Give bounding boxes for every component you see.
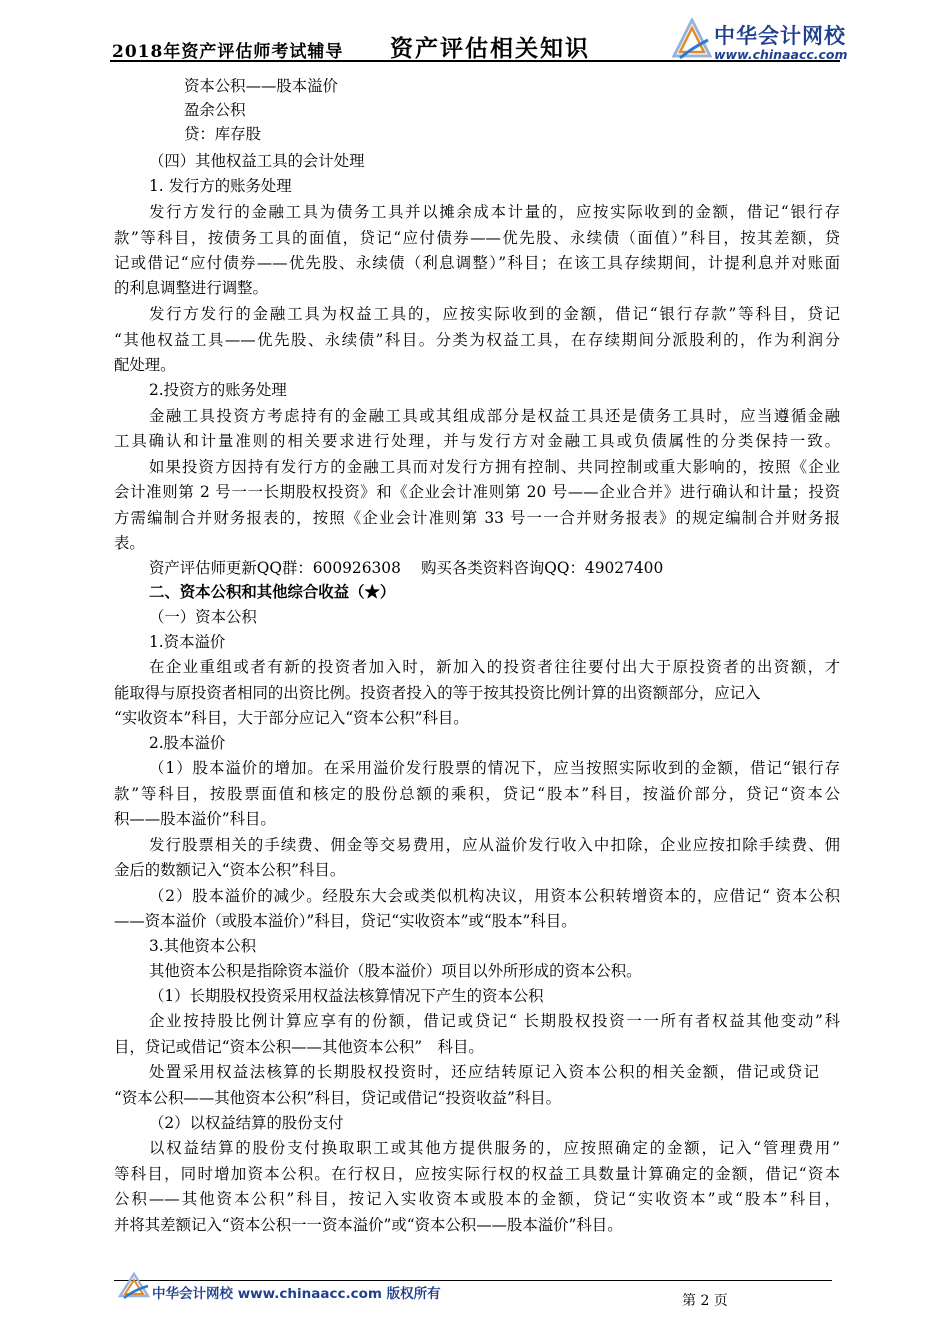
paragraph-line: 并将其差额记入“资本公积一一资本溢价”或“资本公积——股本溢价”科目。 — [114, 1216, 623, 1234]
paragraph-line: 金后的数额记入“资本公积”科目。 — [114, 861, 346, 879]
paragraph-line: 金融工具投资方考虑持有的金融工具或其组成部分是权益工具还是债务工具时，应当遵循金融 — [149, 407, 840, 425]
subsection-heading: 1.资本溢价 — [149, 633, 226, 651]
brand-name: 中华会计网校 — [714, 24, 846, 48]
paragraph-line: 能取得与原投资者相同的出资比例。投资者投入的等于按其投资比例计算的出资额部分，应记入 — [114, 684, 761, 702]
page-footer — [0, 1270, 950, 1344]
paragraph-line: 配处理。 — [114, 356, 176, 374]
brand-logo-icon — [672, 18, 712, 62]
subsection-heading: 2.股本溢价 — [149, 734, 226, 752]
page-number: 第 2 页 — [682, 1293, 728, 1309]
paragraph-line: 企业按持股比例计算应享有的份额，借记或贷记“ 长期股权投资一一所有者权益其他变动”科 — [149, 1012, 840, 1030]
paragraph-line: （1）股本溢价的增加。在采用溢价发行股票的情况下，应当按照实际收到的金额，借记“银行存 — [149, 759, 840, 777]
paragraph-line: （2）股本溢价的减少。经股东大会或类似机构决议，用资本公积转增资本的，应借记“ 资本公积 — [149, 887, 840, 905]
paragraph-line: 发行方发行的金融工具为债务工具并以摊余成本计量的，应按实际收到的金额，借记“银行存 — [149, 203, 840, 221]
subsection-heading: （1）长期股权投资采用权益法核算情况下产生的资本公积 — [149, 987, 544, 1005]
paragraph-line: 的利息调整进行调整。 — [114, 279, 268, 297]
header-divider — [110, 60, 840, 62]
section-heading: （一）资本公积 — [149, 608, 257, 626]
paragraph-line: 款”等科目，按债务工具的面值，贷记“应付债券——优先股、永续债（面值）”科目，按其差额，贷 — [114, 229, 840, 247]
subject-title: 资产评估相关知识 — [390, 35, 590, 62]
text-line: 贷：库存股 — [184, 125, 261, 143]
section-heading: （四）其他权益工具的会计处理 — [149, 152, 365, 170]
page-header — [0, 0, 950, 70]
text-line: 盈余公积 — [184, 101, 246, 119]
paragraph-line: “资本公积——其他资本公积”科目，贷记或借记“投资收益”科目。 — [114, 1089, 562, 1107]
paragraph-line: 处置采用权益法核算的长期股权投资时，还应结转原记入资本公积的相关金额，借记或贷记 — [149, 1063, 819, 1081]
paragraph-line: 款”等科目，按股票面值和核定的股份总额的乘积，贷记“股本”科目，按溢价部分，贷记“资本公 — [114, 785, 840, 803]
chapter-heading: 二、资本公积和其他综合收益（★） — [149, 583, 396, 601]
subsection-heading: 2.投资方的账务处理 — [149, 381, 287, 399]
footer-divider — [114, 1280, 832, 1281]
paragraph-line: 等科目，同时增加资本公积。在行权日，应按实际行权的权益工具数量计算确定的金额，借记“资本 — [114, 1165, 840, 1183]
paragraph-line: 方需编制合并财务报表的，按照《企业会计准则第 33 号一一合并财务报表》的规定编制合并财务报 — [114, 509, 840, 527]
footer-logo-icon — [118, 1272, 150, 1300]
paragraph-line: 以权益结算的股份支付换取职工或其他方提供服务的，应按照确定的金额，记入“管理费用” — [149, 1139, 840, 1157]
paragraph-line: 积——股本溢价”科目。 — [114, 810, 276, 828]
brand-url: www.chinaacc.com — [714, 47, 848, 62]
exam-series-title: 2018年资产评估师考试辅导 — [112, 42, 344, 62]
paragraph-line: “其他权益工具——优先股、永续债”科目。分类为权益工具，在存续期间分派股利的，作为利润分 — [114, 331, 840, 349]
paragraph-line: 其他资本公积是指除资本溢价（股本溢价）项目以外所形成的资本公积。 — [149, 962, 642, 980]
paragraph-line: ——资本溢价（或股本溢价）”科目，贷记“实收资本”或“股本”科目。 — [114, 912, 577, 930]
paragraph-line: 会计准则第 2 号一一长期股权投资》和《企业会计准则第 20 号——企业合并》进行确认和计量；投资 — [114, 483, 840, 501]
paragraph-line: 发行方发行的金融工具为权益工具的，应按实际收到的金额，借记“银行存款”等科目，贷记 — [149, 305, 840, 323]
footer-copyright: 中华会计网校 www.chinaacc.com 版权所有 — [152, 1286, 441, 1302]
paragraph-line: 工具确认和计量准则的相关要求进行处理，并与发行方对金融工具或负债属性的分类保持一致。 — [114, 432, 840, 450]
paragraph-line: 在企业重组或者有新的投资者加入时，新加入的投资者往往要付出大于原投资者的出资额，才 — [149, 658, 840, 676]
paragraph-line: 如果投资方因持有发行方的金融工具而对发行方拥有控制、共同控制或重大影响的，按照《企业 — [149, 458, 840, 476]
paragraph-line: 记或借记“应付债券——优先股、永续债（利息调整）”科目；在该工具存续期间，计提利息并对账面 — [114, 254, 840, 272]
qq-contact-line: 资产评估师更新QQ群：600926308 购买各类资料咨询QQ：49027400 — [149, 559, 664, 577]
subsection-heading: 1. 发行方的账务处理 — [149, 177, 292, 195]
paragraph-line: 目，贷记或借记“资本公积——其他资本公积” 科目。 — [114, 1038, 484, 1056]
subsection-heading: 3.其他资本公积 — [149, 937, 257, 955]
text-line: 资本公积——股本溢价 — [184, 77, 338, 95]
paragraph-line: 公积——其他资本公积”科目，按记入实收资本或股本的金额，贷记“实收资本”或“股本”科目， — [114, 1190, 840, 1208]
paragraph-line: “实收资本”科目，大于部分应记入“资本公积”科目。 — [114, 709, 469, 727]
paragraph-line: 发行股票相关的手续费、佣金等交易费用，应从溢价发行收入中扣除，企业应按扣除手续费、佣 — [149, 836, 840, 854]
subsection-heading: （2）以权益结算的股份支付 — [149, 1114, 344, 1132]
paragraph-line: 表。 — [114, 534, 145, 552]
